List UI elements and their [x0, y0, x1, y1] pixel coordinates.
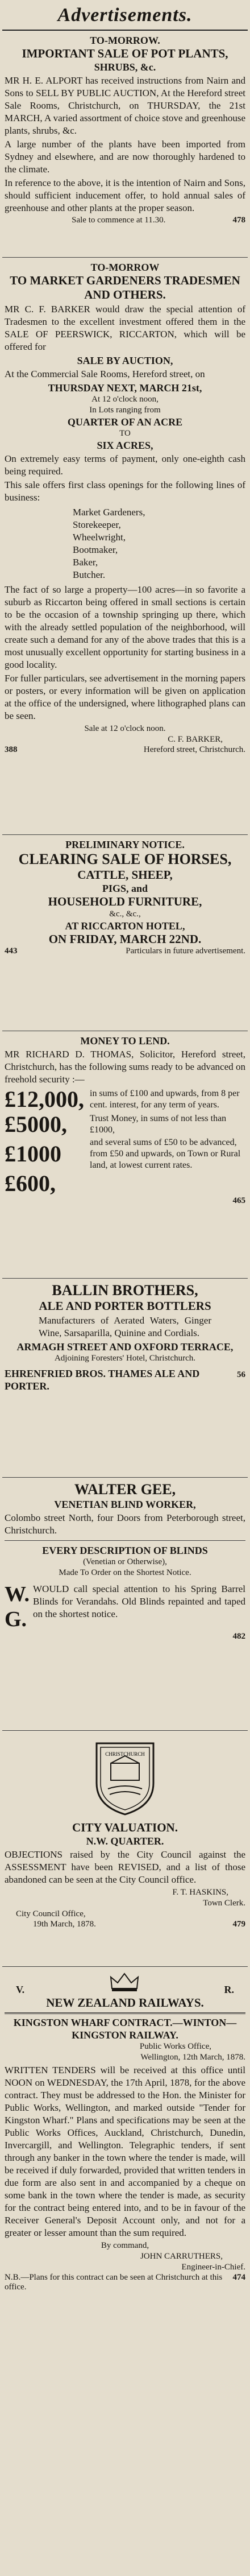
ad-subhead: ALE AND PORTER BOTTLERS — [39, 1299, 211, 1313]
ad-clearing-sale — [2, 835, 248, 1031]
ad-footer: Sale at 12 o'clock noon. — [84, 724, 166, 733]
loan-terms: and several sums of £50 to be advanced, from £50 and upwards, on Town or Rural land, at lowest current rates. — [90, 1138, 241, 1170]
ad-office: Public Works Office, — [139, 2042, 211, 2051]
ad-peerswick-sale — [2, 258, 248, 835]
ad-crest-right: R. — [224, 1984, 234, 1995]
city-seal-icon — [88, 1738, 162, 1817]
loan-amount-row — [5, 1112, 245, 1137]
ad-kicker: MONEY TO LEND. — [80, 1035, 170, 1047]
ad-body: This sale offers first class openings for the following lines of business: — [5, 479, 245, 503]
masthead-title: Advertisements. — [57, 5, 193, 26]
ad-subhead: EVERY DESCRIPTION OF BLINDS — [42, 1545, 208, 1556]
ad-money-to-lend — [2, 1031, 248, 1279]
masthead — [2, 2, 248, 31]
ad-date: 19th March, 1878. — [33, 1920, 96, 1929]
ad-ref-number: 479 — [232, 1920, 245, 1929]
ad-ref-number: 443 — [5, 946, 18, 956]
ad-address: Hereford street, Christchurch. — [143, 745, 245, 754]
ad-headline: WALTER GEE, — [74, 1481, 176, 1498]
ad-lots: In Lots ranging from — [89, 406, 161, 415]
ad-date: Wellington, 12th March, 1878. — [140, 2053, 245, 2062]
ad-headline: IMPORTANT SALE OF POT PLANTS, — [22, 47, 228, 60]
loan-amount-row — [5, 1087, 245, 1112]
ad-signatory: JOHN CARRUTHERS, — [140, 2252, 223, 2261]
ad-sub: (Venetian or Otherwise), — [83, 1557, 167, 1566]
loan-amount: £12,000, — [5, 1086, 84, 1112]
loan-amount: £1000 — [5, 1141, 61, 1167]
ad-title: Engineer-in-Chief. — [181, 2263, 245, 2272]
loan-amount: £600, — [5, 1171, 56, 1196]
ad-footer: Sale to commence at 11.30. — [72, 216, 166, 225]
ad-headline: TO MARKET GARDENERS TRADESMEN AND OTHERS. — [10, 274, 240, 301]
ad-sale-line: SALE BY AUCTION, — [77, 355, 173, 366]
ad-body: OBJECTIONS raised by the City Council against the ASSESSMENT have been REVISED, and a list of those abandoned can be seen at the City Council office. — [5, 1849, 245, 1885]
ad-command: By command, — [101, 2241, 149, 2250]
ad-ref-number: 474 — [232, 2273, 245, 2282]
ad-city-valuation — [2, 1731, 248, 1967]
ad-subhead: KINGSTON WHARF CONTRACT.—WINTON—KINGSTON RAILWAY. — [13, 2017, 237, 2041]
ad-office: City Council Office, — [16, 1909, 86, 1918]
ad-subhead: N.W. QUARTER. — [86, 1835, 164, 1847]
ad-footer: Particulars in future advertisement. — [126, 946, 245, 956]
ad-title: Town Clerk. — [203, 1899, 245, 1908]
ad-terms: On extremely easy terms of payment, only one-eighth cash being required. — [5, 453, 245, 477]
ad-body: WRITTEN TENDERS will be received at this office until NOON on WEDNESDAY, the 17th April, 1878, for the above contract. They must be addressed to the Hon. the Minister for Public Works, Wellington, and marked outside "Tender for Kingston Wharf." Plans and specifications may be seen at the Public Works Offices, Auckland, Christchurch, Dunedin, Invercargill, and Wellington. Telegraphic tenders, if sent through any banker in the town where the tender is made, will be received if duly forwarded, provided that written tenders in due form are also sent in and accompanied by a cheque on some bank in the town where the tender is made, as security for the contract being entered into, and to be in favour of the Receiver General's Deposit Account only, and not for a greater or lesser amount than the sum required. — [5, 2065, 245, 2238]
ad-crest-left: V. — [16, 1984, 25, 1995]
ad-walter-gee — [2, 1478, 248, 1731]
ad-headline: CITY VALUATION. — [72, 1821, 178, 1834]
ad-headline: CLEARING SALE OF HORSES, — [18, 851, 232, 867]
list-item: Wheelwright, — [73, 532, 126, 543]
loan-terms: in sums of £100 and upwards, from 8 per cent. interest, for any term of years. — [90, 1089, 240, 1110]
ad-subhead: SHRUBS, &c. — [94, 61, 156, 73]
ad-body: For fuller particulars, see advertisement in the morning papers or posters, or every information will be given on application at the office of the undersigned, where lithographed plans can be seen. — [5, 673, 245, 721]
ad-kicker: TO-MORROW — [90, 262, 160, 273]
ad-body: In reference to the above, it is the intention of Nairn and Sons, should sufficient inducement offer, to hold annual sales of greenhouse and other plants at the proper season. — [5, 177, 245, 213]
ad-date: ON FRIDAY, MARCH 22ND. — [48, 932, 202, 946]
city-seal — [5, 1734, 245, 1821]
ad-body: A large number of the plants have been imported from Sydney and elsewhere, and are now thoroughly hardened to the climate. — [5, 139, 245, 175]
loan-amount-row — [5, 1171, 245, 1196]
list-item: Storekeeper, — [73, 519, 121, 530]
crown-icon — [107, 1970, 141, 1993]
ad-to: TO — [119, 429, 131, 438]
ad-body: Colombo street North, four Doors from Peterborough street, Christchurch. — [5, 1512, 245, 1536]
list-item: Bootmaker, — [73, 544, 118, 555]
ad-body: MR H. E. ALPORT has received instructions from Nairn and Sons to SELL BY PUBLIC AUCTION, At the Hereford street Sale Rooms, Christchurch, on THURSDAY, the 21st MARCH, A varied assortment of choice stove and greenhouse plants, shrubs, &c. — [5, 75, 245, 136]
ad-made: Made To Order on the Shortest Notice. — [59, 1568, 191, 1577]
ad-nz-railways — [2, 1967, 248, 2297]
ad-kicker: TO-MORROW. — [90, 35, 160, 46]
ad-ref-number: 388 — [5, 745, 18, 754]
ad-body: Manufacturers of Aerated Waters, Ginger Wine, Sarsaparilla, Quinine and Cordials. — [39, 1315, 211, 1338]
ad-body: MR C. F. BARKER would draw the special attention of Tradesmen to the excellent investment offered them in the SALE OF PEERSWICK, RICCARTON, which will be offered for — [5, 304, 245, 352]
ad-body: WOULD call special attention to his Spring Barrel Blinds for Verandahs. Old Blinds repainted and taped on the shortest notice. — [33, 1583, 245, 1619]
ad-etc: &c., &c., — [109, 909, 141, 919]
loan-terms: Trust Money, in sums of not less than £1000, — [90, 1114, 227, 1135]
ad-quarter: QUARTER OF AN ACRE — [67, 416, 183, 428]
ad-ballin-brothers — [2, 1279, 248, 1478]
ad-ref-number: 56 — [237, 1370, 245, 1379]
list-item: Market Gardeners, — [73, 507, 145, 518]
ad-subhead: CATTLE, SHEEP, — [77, 868, 173, 882]
ad-note: N.B.—Plans for this contract can be seen at Christchurch at this office. — [5, 2273, 223, 2292]
ad-time: At 12 o'clock noon, — [91, 395, 159, 404]
list-item: Baker, — [73, 557, 98, 568]
seal-text: CHRISTCHURCH — [105, 1751, 145, 1757]
ad-initials: W. G. — [5, 1582, 30, 1631]
ad-agents: EHRENFRIED BROS. THAMES ALE AND PORTER. — [5, 1368, 200, 1392]
loan-amount-row — [5, 1137, 245, 1171]
ad-address-head: ARMAGH STREET AND OXFORD TERRACE, — [16, 1341, 234, 1353]
ad-headline: NEW ZEALAND RAILWAYS. — [46, 1996, 204, 2009]
trades-list — [73, 506, 245, 581]
ad-body: At the Commercial Sale Rooms, Hereford street, on — [5, 369, 205, 379]
ad-ref-number: 482 — [232, 1632, 245, 1641]
ad-address: Adjoining Foresters' Hotel, Christchurch. — [54, 1354, 196, 1363]
ad-body: MR RICHARD D. THOMAS, Solicitor, Hereford street, Christchurch, has the following sums ready to be advanced on freehold security :— — [5, 1049, 245, 1085]
ad-body: The fact of so large a property—100 acres—in so favorite a suburb as Riccarton being offered in small sections is certain to be the occasion of a township springing up there, which with the already settled population of the neighborhood, will create such a demand for any of the above trades that this is a most unusually excellent opportunity for starting business in a good locality. — [5, 584, 245, 670]
ad-location: AT RICCARTON HOTEL, — [65, 920, 185, 932]
newspaper-column — [1, 0, 249, 2299]
list-item: Butcher. — [73, 569, 106, 580]
loan-amount: £5000, — [5, 1111, 67, 1137]
ad-pot-plants-sale — [2, 31, 248, 258]
ad-subhead: PIGS, and — [102, 883, 148, 894]
ad-ref-number: 465 — [232, 1196, 245, 1205]
ad-headline: BALLIN BROTHERS, — [52, 1282, 198, 1299]
ad-subhead: HOUSEHOLD FURNITURE, — [48, 895, 202, 908]
ad-six-acres: SIX ACRES, — [97, 440, 153, 451]
ad-kicker: PRELIMINARY NOTICE. — [65, 839, 185, 850]
ad-date: THURSDAY NEXT, MARCH 21st, — [48, 382, 202, 394]
ad-auctioneer: C. F. BARKER, — [168, 735, 223, 744]
ad-ref-number: 478 — [232, 216, 245, 225]
ad-signatory: F. T. HASKINS, — [172, 1888, 228, 1897]
ad-subhead: VENETIAN BLIND WORKER, — [54, 1499, 196, 1510]
